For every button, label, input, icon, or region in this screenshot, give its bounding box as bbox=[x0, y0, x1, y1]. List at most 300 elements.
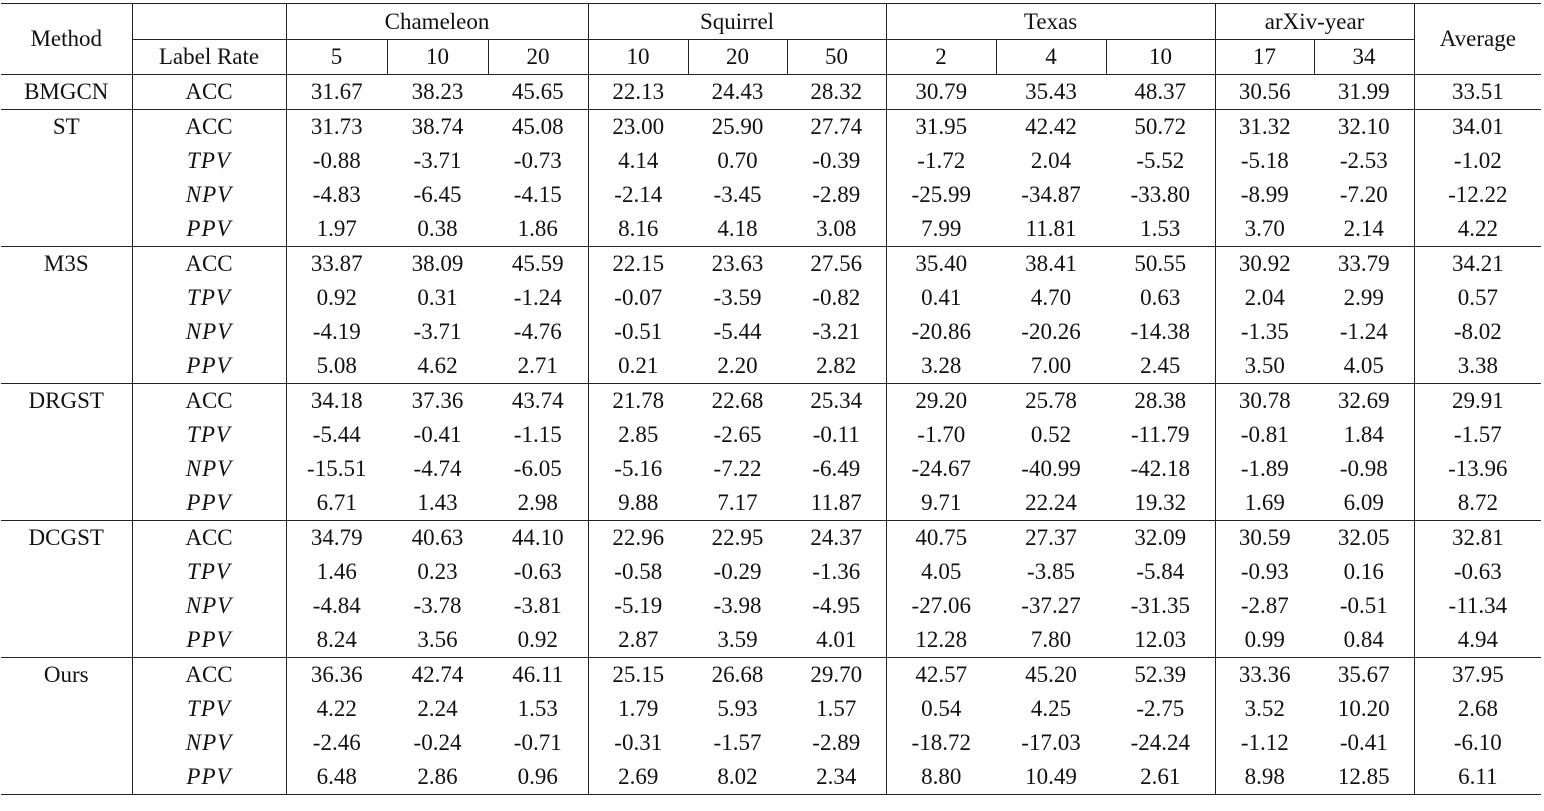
value-cell: 35.67 bbox=[1314, 658, 1414, 693]
value-cell: 3.52 bbox=[1244, 696, 1285, 721]
table-row bbox=[1, 315, 1541, 349]
value-cell: 22.96 bbox=[588, 521, 688, 556]
value-cell: 27.37 bbox=[996, 521, 1106, 556]
value-cell: 42.57 bbox=[886, 658, 996, 693]
value-cell: -24.67 bbox=[911, 456, 971, 481]
value-cell: 34.79 bbox=[286, 521, 387, 556]
value-cell: 4.14 bbox=[618, 148, 659, 173]
value-cell: 0.31 bbox=[417, 285, 458, 310]
value-cell: 25.90 bbox=[688, 110, 787, 145]
value-cell: -1.72 bbox=[917, 148, 966, 173]
value-cell: 6.48 bbox=[286, 760, 387, 795]
method-name-cell: ST bbox=[1, 110, 132, 247]
table-row bbox=[1, 247, 1541, 282]
average-value-cell: -6.10 bbox=[1453, 730, 1502, 755]
value-cell: 45.20 bbox=[996, 658, 1106, 693]
value-cell: 2.61 bbox=[1106, 760, 1215, 795]
table-row bbox=[1, 760, 1541, 795]
table-row bbox=[1, 589, 1541, 623]
value-cell: 9.71 bbox=[921, 490, 962, 515]
value-cell: 22.95 bbox=[688, 521, 787, 556]
value-cell: 24.37 bbox=[787, 521, 886, 556]
table-row bbox=[1, 75, 1541, 110]
value-cell: -31.35 bbox=[1106, 589, 1215, 623]
metric-cell: ACC bbox=[132, 75, 286, 110]
value-cell: -1.89 bbox=[1240, 456, 1289, 481]
value-cell: -5.16 bbox=[614, 456, 663, 481]
value-cell: -0.07 bbox=[614, 285, 663, 310]
value-cell: 46.11 bbox=[488, 658, 588, 693]
value-cell: 40.75 bbox=[886, 521, 996, 556]
value-cell: -5.44 bbox=[713, 319, 762, 344]
value-cell: -4.74 bbox=[413, 456, 462, 481]
value-cell: 27.74 bbox=[787, 110, 886, 145]
average-value-cell: 4.22 bbox=[1457, 216, 1498, 241]
value-cell: 3.70 bbox=[1244, 216, 1285, 241]
value-cell: 38.41 bbox=[996, 247, 1106, 282]
value-cell: -0.29 bbox=[713, 559, 762, 584]
metric-cell: PPV bbox=[132, 486, 286, 521]
value-cell: 31.32 bbox=[1215, 110, 1314, 145]
value-cell: 31.95 bbox=[886, 110, 996, 145]
value-cell: 0.63 bbox=[1106, 281, 1215, 315]
value-cell: -1.24 bbox=[1314, 315, 1414, 349]
value-cell: 1.86 bbox=[488, 212, 588, 247]
value-cell: 8.02 bbox=[688, 760, 787, 795]
metric-cell: ACC bbox=[132, 521, 286, 556]
value-cell: -2.14 bbox=[614, 182, 663, 207]
average-value-cell: 29.91 bbox=[1414, 384, 1541, 419]
value-cell: -0.58 bbox=[614, 559, 663, 584]
value-cell: -1.57 bbox=[713, 730, 762, 755]
value-cell: 1.43 bbox=[417, 490, 458, 515]
value-cell: -3.71 bbox=[413, 319, 462, 344]
value-cell: 22.24 bbox=[1025, 490, 1077, 515]
value-cell: -2.53 bbox=[1314, 144, 1414, 178]
average-value-cell: -1.57 bbox=[1453, 422, 1502, 447]
header-dataset-arxiv-year: arXiv-year bbox=[1215, 4, 1414, 40]
average-value-cell: 3.38 bbox=[1457, 353, 1498, 378]
value-cell: -40.99 bbox=[1021, 456, 1081, 481]
header-rate-cell: 10 bbox=[387, 40, 488, 75]
value-cell: 23.00 bbox=[588, 110, 688, 145]
value-cell: -4.76 bbox=[488, 315, 588, 349]
value-cell: 2.82 bbox=[787, 349, 886, 384]
value-cell: -25.99 bbox=[911, 182, 971, 207]
value-cell: 2.24 bbox=[417, 696, 458, 721]
value-cell: -34.87 bbox=[1021, 182, 1081, 207]
value-cell: 0.92 bbox=[488, 623, 588, 658]
value-cell: -20.26 bbox=[1021, 319, 1081, 344]
value-cell: 31.67 bbox=[286, 75, 387, 110]
value-cell: -2.87 bbox=[1240, 593, 1289, 618]
header-rate-cell: 34 bbox=[1314, 40, 1414, 75]
value-cell: 50.55 bbox=[1106, 247, 1215, 282]
value-cell: -0.24 bbox=[413, 730, 462, 755]
value-cell: -0.71 bbox=[488, 726, 588, 760]
method-name-cell: DCGST bbox=[1, 521, 132, 658]
value-cell: 42.74 bbox=[387, 658, 488, 693]
value-cell: 48.37 bbox=[1106, 75, 1215, 110]
value-cell: 2.85 bbox=[618, 422, 659, 447]
results-table bbox=[1, 3, 1541, 795]
average-value-cell: 37.95 bbox=[1414, 658, 1541, 693]
value-cell: -1.15 bbox=[488, 418, 588, 452]
value-cell: 29.20 bbox=[886, 384, 996, 419]
value-cell: 25.34 bbox=[787, 384, 886, 419]
value-cell: 8.98 bbox=[1215, 760, 1314, 795]
table-row bbox=[1, 110, 1541, 145]
value-cell: -3.59 bbox=[713, 285, 762, 310]
metric-cell: ACC bbox=[132, 110, 286, 145]
value-cell: -4.19 bbox=[312, 319, 361, 344]
value-cell: -1.35 bbox=[1240, 319, 1289, 344]
value-cell: 2.98 bbox=[488, 486, 588, 521]
value-cell: -4.15 bbox=[488, 178, 588, 212]
value-cell: 0.84 bbox=[1314, 623, 1414, 658]
value-cell: 28.32 bbox=[787, 75, 886, 110]
header-empty-cell bbox=[132, 4, 286, 40]
average-value-cell: -1.02 bbox=[1453, 148, 1502, 173]
metric-cell: ACC bbox=[132, 658, 286, 693]
value-cell: -24.24 bbox=[1106, 726, 1215, 760]
value-cell: -0.41 bbox=[413, 422, 462, 447]
value-cell: 32.10 bbox=[1314, 110, 1414, 145]
value-cell: -37.27 bbox=[1021, 593, 1081, 618]
table-row bbox=[1, 384, 1541, 419]
value-cell: -3.78 bbox=[413, 593, 462, 618]
value-cell: 4.25 bbox=[1030, 696, 1072, 721]
header-dataset-squirrel: Squirrel bbox=[588, 4, 886, 40]
metric-cell: PPV bbox=[132, 212, 286, 247]
value-cell: 33.36 bbox=[1215, 658, 1314, 693]
value-cell: -2.46 bbox=[312, 730, 361, 755]
table-row bbox=[1, 726, 1541, 760]
value-cell: 24.43 bbox=[688, 75, 787, 110]
value-cell: 22.68 bbox=[688, 384, 787, 419]
header-dataset-chameleon: Chameleon bbox=[286, 4, 588, 40]
header-rate-cell: 10 bbox=[588, 40, 688, 75]
value-cell: 5.08 bbox=[316, 353, 357, 378]
value-cell: -27.06 bbox=[911, 593, 971, 618]
average-value-cell: 4.94 bbox=[1457, 627, 1498, 652]
value-cell: 8.24 bbox=[316, 627, 357, 652]
value-cell: -42.18 bbox=[1106, 452, 1215, 486]
metric-cell: TPV bbox=[132, 144, 286, 178]
value-cell: 33.87 bbox=[286, 247, 387, 282]
value-cell: 0.21 bbox=[618, 353, 659, 378]
value-cell: 23.63 bbox=[688, 247, 787, 282]
average-value-cell: -11.34 bbox=[1448, 593, 1508, 618]
value-cell: -3.71 bbox=[413, 148, 462, 173]
value-cell: 30.79 bbox=[886, 75, 996, 110]
value-cell: 0.92 bbox=[316, 285, 357, 310]
average-value-cell: 8.72 bbox=[1457, 490, 1498, 515]
table-row bbox=[1, 486, 1541, 521]
value-cell: 2.45 bbox=[1106, 349, 1215, 384]
value-cell: 2.99 bbox=[1314, 281, 1414, 315]
table-row bbox=[1, 144, 1541, 178]
value-cell: 7.99 bbox=[921, 216, 962, 241]
value-cell: -2.89 bbox=[787, 726, 886, 760]
value-cell: -0.81 bbox=[1240, 422, 1289, 447]
value-cell: 0.41 bbox=[921, 285, 962, 310]
value-cell: 7.00 bbox=[1030, 353, 1072, 378]
value-cell: -33.80 bbox=[1106, 178, 1215, 212]
value-cell: 31.73 bbox=[286, 110, 387, 145]
value-cell: 33.79 bbox=[1314, 247, 1414, 282]
average-value-cell: -0.63 bbox=[1453, 559, 1502, 584]
value-cell: 2.87 bbox=[618, 627, 659, 652]
value-cell: -4.95 bbox=[787, 589, 886, 623]
value-cell: -0.98 bbox=[1314, 452, 1414, 486]
value-cell: 26.68 bbox=[688, 658, 787, 693]
average-value-cell: 0.57 bbox=[1457, 285, 1498, 310]
header-rate-cell: 17 bbox=[1215, 40, 1314, 75]
value-cell: 30.56 bbox=[1215, 75, 1314, 110]
value-cell: 35.43 bbox=[996, 75, 1106, 110]
value-cell: 4.18 bbox=[717, 216, 758, 241]
average-value-cell: 33.51 bbox=[1414, 75, 1541, 110]
value-cell: 32.09 bbox=[1106, 521, 1215, 556]
value-cell: 8.80 bbox=[886, 760, 996, 795]
header-average: Average bbox=[1414, 4, 1541, 75]
value-cell: -0.11 bbox=[787, 418, 886, 452]
value-cell: -0.39 bbox=[787, 144, 886, 178]
value-cell: 38.09 bbox=[387, 247, 488, 282]
value-cell: 4.05 bbox=[1314, 349, 1414, 384]
value-cell: 4.70 bbox=[1030, 285, 1072, 310]
average-value-cell: 2.68 bbox=[1457, 696, 1498, 721]
value-cell: -0.82 bbox=[787, 281, 886, 315]
value-cell: 52.39 bbox=[1106, 658, 1215, 693]
value-cell: 2.14 bbox=[1314, 212, 1414, 247]
value-cell: 0.52 bbox=[1030, 422, 1072, 447]
table-body bbox=[1, 75, 1541, 795]
value-cell: 2.34 bbox=[787, 760, 886, 795]
value-cell: 2.20 bbox=[717, 353, 758, 378]
value-cell: 4.22 bbox=[316, 696, 357, 721]
value-cell: 0.23 bbox=[417, 559, 458, 584]
value-cell: -1.36 bbox=[787, 555, 886, 589]
metric-cell: ACC bbox=[132, 247, 286, 282]
header-rate-cell: 50 bbox=[787, 40, 886, 75]
value-cell: -5.18 bbox=[1240, 148, 1289, 173]
value-cell: -5.84 bbox=[1106, 555, 1215, 589]
value-cell: -0.31 bbox=[614, 730, 663, 755]
value-cell: 2.69 bbox=[588, 760, 688, 795]
value-cell: -1.70 bbox=[917, 422, 966, 447]
value-cell: -3.85 bbox=[1027, 559, 1075, 584]
value-cell: 8.16 bbox=[618, 216, 659, 241]
value-cell: 25.15 bbox=[588, 658, 688, 693]
average-value-cell: -8.02 bbox=[1453, 319, 1502, 344]
value-cell: 0.96 bbox=[488, 760, 588, 795]
value-cell: 45.08 bbox=[488, 110, 588, 145]
table-row bbox=[1, 555, 1541, 589]
value-cell: 34.18 bbox=[286, 384, 387, 419]
metric-cell: NPV bbox=[132, 726, 286, 760]
value-cell: 0.70 bbox=[717, 148, 758, 173]
average-value-cell: -13.96 bbox=[1448, 456, 1508, 481]
header-rate-cell: 20 bbox=[688, 40, 787, 75]
value-cell: 12.03 bbox=[1106, 623, 1215, 658]
value-cell: 7.17 bbox=[717, 490, 758, 515]
value-cell: 12.28 bbox=[915, 627, 968, 652]
value-cell: -7.22 bbox=[713, 456, 762, 481]
metric-cell: PPV bbox=[132, 623, 286, 658]
header-rate-cell: 10 bbox=[1106, 40, 1215, 75]
header-rate-cell: 20 bbox=[488, 40, 588, 75]
value-cell: -3.81 bbox=[488, 589, 588, 623]
metric-cell: NPV bbox=[132, 178, 286, 212]
header-method: Method bbox=[1, 4, 132, 75]
value-cell: 1.46 bbox=[316, 559, 357, 584]
value-cell: 38.23 bbox=[387, 75, 488, 110]
value-cell: 11.87 bbox=[787, 486, 886, 521]
value-cell: 1.53 bbox=[1106, 212, 1215, 247]
header-rate-cell: 4 bbox=[996, 40, 1106, 75]
value-cell: -1.24 bbox=[488, 281, 588, 315]
value-cell: -0.41 bbox=[1314, 726, 1414, 760]
value-cell: 1.53 bbox=[488, 692, 588, 726]
value-cell: -5.44 bbox=[312, 422, 361, 447]
value-cell: -1.12 bbox=[1240, 730, 1289, 755]
value-cell: 30.92 bbox=[1215, 247, 1314, 282]
method-name-cell: M3S bbox=[1, 247, 132, 384]
value-cell: -0.93 bbox=[1240, 559, 1289, 584]
metric-cell: PPV bbox=[132, 760, 286, 795]
value-cell: 2.04 bbox=[1244, 285, 1285, 310]
value-cell: 32.69 bbox=[1314, 384, 1414, 419]
value-cell: 4.62 bbox=[417, 353, 458, 378]
value-cell: 6.71 bbox=[316, 490, 357, 515]
metric-cell: NPV bbox=[132, 589, 286, 623]
value-cell: 30.78 bbox=[1215, 384, 1314, 419]
value-cell: -4.83 bbox=[312, 182, 361, 207]
value-cell: 50.72 bbox=[1106, 110, 1215, 145]
table-row bbox=[1, 692, 1541, 726]
average-value-cell: 34.01 bbox=[1414, 110, 1541, 145]
value-cell: 43.74 bbox=[488, 384, 588, 419]
value-cell: 29.70 bbox=[787, 658, 886, 693]
value-cell: 1.69 bbox=[1244, 490, 1285, 515]
average-value-cell: -12.22 bbox=[1448, 182, 1508, 207]
value-cell: 1.57 bbox=[787, 692, 886, 726]
value-cell: 0.54 bbox=[921, 696, 962, 721]
table-row bbox=[1, 418, 1541, 452]
value-cell: -5.19 bbox=[614, 593, 663, 618]
value-cell: 0.16 bbox=[1314, 555, 1414, 589]
value-cell: -6.05 bbox=[488, 452, 588, 486]
value-cell: 35.40 bbox=[886, 247, 996, 282]
value-cell: -14.38 bbox=[1106, 315, 1215, 349]
value-cell: 0.38 bbox=[417, 216, 458, 241]
table-row bbox=[1, 658, 1541, 693]
value-cell: 2.71 bbox=[488, 349, 588, 384]
header-rate-cell: 2 bbox=[886, 40, 996, 75]
value-cell: 3.50 bbox=[1244, 353, 1285, 378]
metric-cell: NPV bbox=[132, 452, 286, 486]
metric-cell: TPV bbox=[132, 555, 286, 589]
method-name-cell: BMGCN bbox=[1, 75, 132, 110]
value-cell: -20.86 bbox=[911, 319, 971, 344]
value-cell: 10.49 bbox=[996, 760, 1106, 795]
value-cell: 1.79 bbox=[618, 696, 659, 721]
metric-cell: PPV bbox=[132, 349, 286, 384]
value-cell: 22.15 bbox=[588, 247, 688, 282]
average-value-cell: 6.11 bbox=[1414, 760, 1541, 795]
value-cell: -6.49 bbox=[787, 452, 886, 486]
metric-cell: TPV bbox=[132, 281, 286, 315]
value-cell: 1.97 bbox=[316, 216, 357, 241]
value-cell: -3.21 bbox=[787, 315, 886, 349]
table-row bbox=[1, 349, 1541, 384]
value-cell: 12.85 bbox=[1314, 760, 1414, 795]
header-label-rate: Label Rate bbox=[132, 40, 286, 75]
value-cell: 3.59 bbox=[717, 627, 758, 652]
metric-cell: ACC bbox=[132, 384, 286, 419]
table-row bbox=[1, 623, 1541, 658]
value-cell: -15.51 bbox=[307, 456, 367, 481]
value-cell: 31.99 bbox=[1314, 75, 1414, 110]
value-cell: 44.10 bbox=[488, 521, 588, 556]
value-cell: 11.81 bbox=[1025, 216, 1077, 241]
header-rate-cell: 5 bbox=[286, 40, 387, 75]
value-cell: 25.78 bbox=[996, 384, 1106, 419]
value-cell: -7.20 bbox=[1314, 178, 1414, 212]
value-cell: 0.99 bbox=[1244, 627, 1285, 652]
value-cell: -11.79 bbox=[1106, 418, 1215, 452]
value-cell: 4.01 bbox=[787, 623, 886, 658]
value-cell: -0.88 bbox=[312, 148, 361, 173]
value-cell: -0.51 bbox=[614, 319, 663, 344]
value-cell: -0.51 bbox=[1314, 589, 1414, 623]
value-cell: 22.13 bbox=[588, 75, 688, 110]
value-cell: 21.78 bbox=[588, 384, 688, 419]
value-cell: 36.36 bbox=[286, 658, 387, 693]
value-cell: 37.36 bbox=[387, 384, 488, 419]
method-name-cell: Ours bbox=[1, 658, 132, 795]
value-cell: 28.38 bbox=[1106, 384, 1215, 419]
value-cell: 2.04 bbox=[1030, 148, 1072, 173]
value-cell: -0.63 bbox=[488, 555, 588, 589]
average-value-cell: 32.81 bbox=[1414, 521, 1541, 556]
value-cell: 19.32 bbox=[1106, 486, 1215, 521]
value-cell: 38.74 bbox=[387, 110, 488, 145]
table-row bbox=[1, 452, 1541, 486]
table-row bbox=[1, 212, 1541, 247]
value-cell: 3.56 bbox=[417, 627, 458, 652]
value-cell: 32.05 bbox=[1314, 521, 1414, 556]
average-value-cell: 34.21 bbox=[1414, 247, 1541, 282]
value-cell: -18.72 bbox=[911, 730, 971, 755]
value-cell: 4.05 bbox=[921, 559, 962, 584]
value-cell: 40.63 bbox=[387, 521, 488, 556]
value-cell: 3.08 bbox=[787, 212, 886, 247]
value-cell: 6.09 bbox=[1314, 486, 1414, 521]
value-cell: 2.86 bbox=[387, 760, 488, 795]
metric-cell: TPV bbox=[132, 418, 286, 452]
value-cell: -6.45 bbox=[413, 182, 462, 207]
metric-cell: NPV bbox=[132, 315, 286, 349]
value-cell: 3.28 bbox=[921, 353, 962, 378]
value-cell: -0.73 bbox=[488, 144, 588, 178]
table-row bbox=[1, 521, 1541, 556]
value-cell: 9.88 bbox=[618, 490, 659, 515]
table-row bbox=[1, 178, 1541, 212]
header-dataset-texas: Texas bbox=[886, 4, 1215, 40]
